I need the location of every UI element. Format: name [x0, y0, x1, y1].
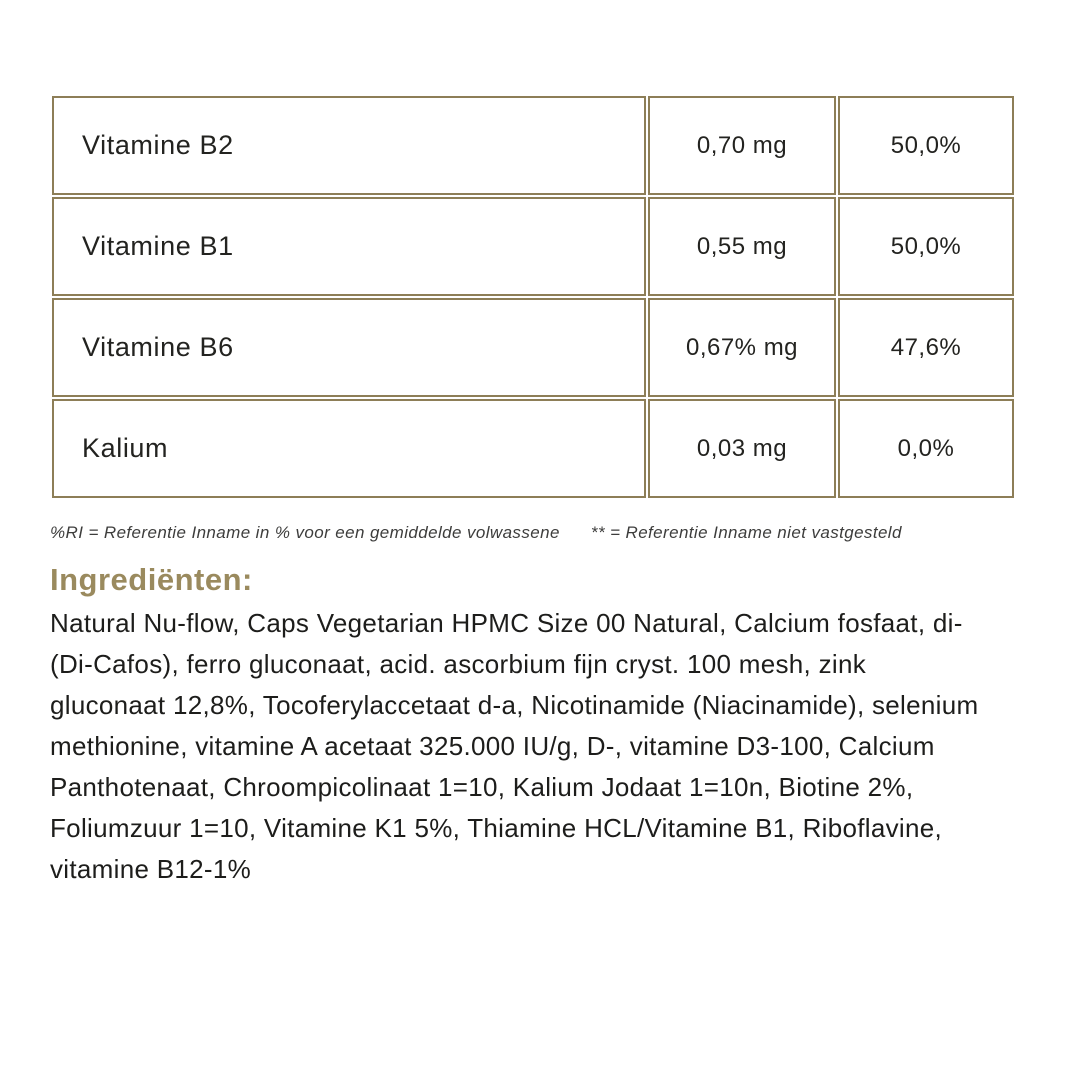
nutrient-amount: 0,03 mg [648, 399, 836, 498]
footnote-asterisk-definition: ** = Referentie Inname niet vastgesteld [590, 523, 902, 542]
nutrient-ri: 50,0% [838, 96, 1014, 195]
nutrient-amount: 0,55 mg [648, 197, 836, 296]
nutrient-name: Vitamine B6 [52, 298, 646, 397]
nutrition-table [50, 94, 1016, 500]
table-row [52, 298, 1014, 397]
nutrient-name: Kalium [52, 399, 646, 498]
table-row [52, 96, 1014, 195]
table-row [52, 197, 1014, 296]
ingredients-heading: Ingrediënten: [50, 562, 253, 597]
footnote-ri-definition: %RI = Referentie Inname in % voor een gemiddelde volwassene [50, 523, 560, 542]
nutrient-amount: 0,67% mg [648, 298, 836, 397]
table-row [52, 399, 1014, 498]
nutrient-ri: 0,0% [838, 399, 1014, 498]
nutrient-amount: 0,70 mg [648, 96, 836, 195]
ingredients-text: Natural Nu-flow, Caps Vegetarian HPMC Size 00 Natural, Calcium fosfaat, di- (Di-Cafos), ferro gluconaat, acid. ascorbium fijn cryst. 100 mesh, zink gluconaat 12,8%, Tocoferylaccetaat d-a, Nicotinamide (Niacinamide), selenium methionine, vitamine A acetaat 325.000 IU/g, D-, vitamine D3-100, Calcium Panthotenaat, Chroompicolinaat 1=10, Kalium Jodaat 1=10n, Biotine 2%, Foliumzuur 1=10, Vitamine K1 5%, Thiamine HCL/Vitamine B1, Riboflavine, vitamine B12-1% [50, 608, 979, 884]
footnote [50, 523, 1030, 543]
nutrient-name: Vitamine B1 [52, 197, 646, 296]
nutrient-name: Vitamine B2 [52, 96, 646, 195]
nutrient-ri: 47,6% [838, 298, 1014, 397]
nutrient-ri: 50,0% [838, 197, 1014, 296]
